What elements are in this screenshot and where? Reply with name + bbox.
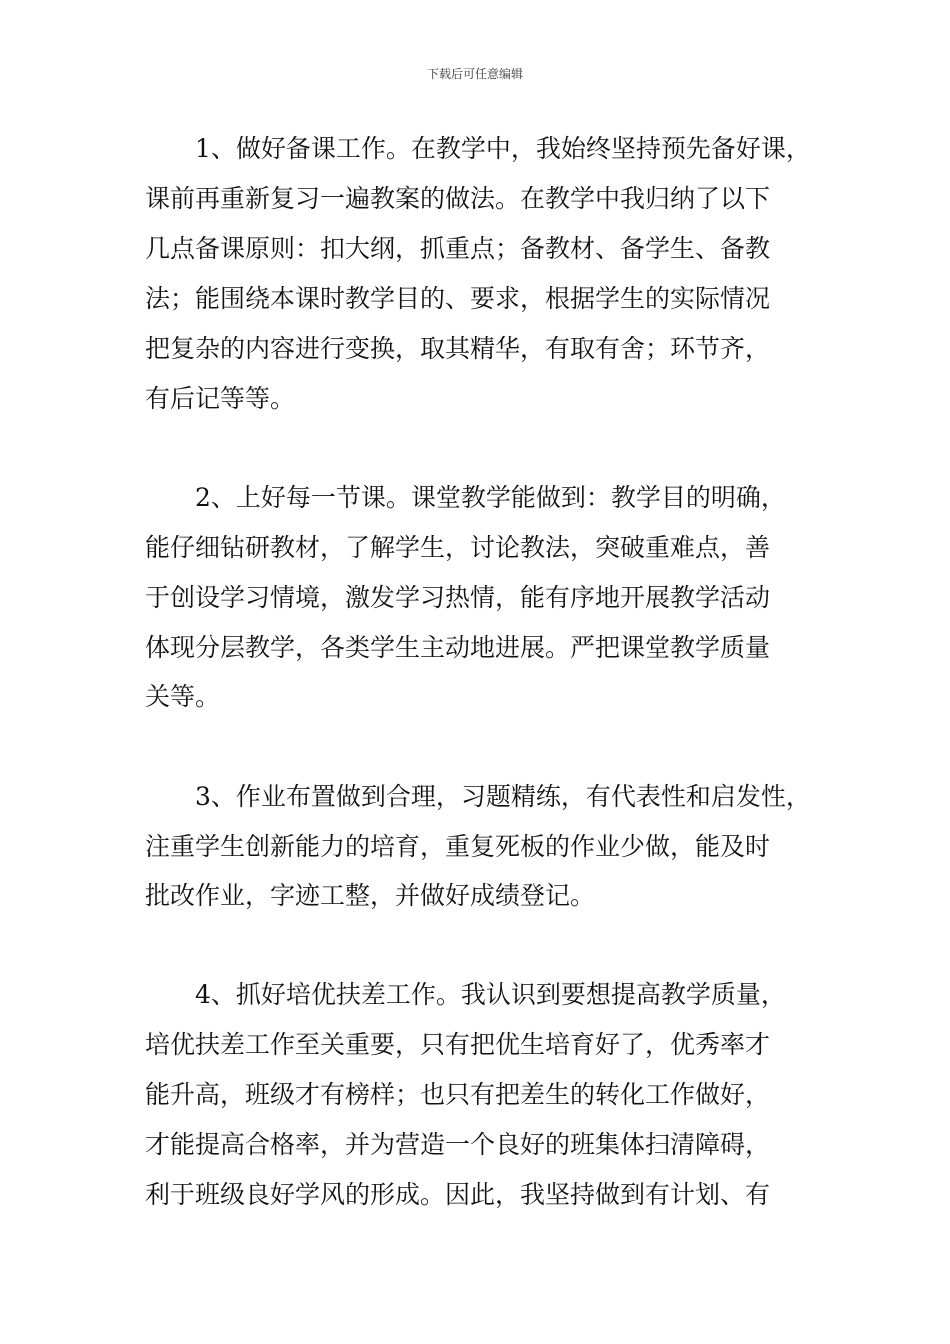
text-line: 几点备课原则：扣大纲，抓重点；备教材、备学生、备教 [145, 234, 771, 263]
text-line: 关等。 [145, 682, 221, 711]
text-line: 于创设学习情境，激发学习热情，能有序地开展教学活动 [145, 583, 771, 612]
text-line: 4、抓好培优扶差工作。我认识到要想提高教学质量， [195, 980, 786, 1009]
text-line: 能升高，班级才有榜样；也只有把差生的转化工作做好， [145, 1080, 771, 1109]
text-line: 2、上好每一节课。课堂教学能做到：教学目的明确， [195, 483, 786, 512]
text-line: 课前再重新复习一遍教案的做法。在教学中我归纳了以下 [145, 184, 771, 213]
text-line: 注重学生创新能力的培育，重复死板的作业少做，能及时 [145, 832, 771, 861]
text-line: 体现分层教学，各类学生主动地进展。严把课堂教学质量 [145, 633, 771, 662]
text-line: 有后记等等。 [145, 384, 296, 413]
text-line: 才能提高合格率，并为营造一个良好的班集体扫清障碍， [145, 1130, 771, 1159]
text-line: 利于班级良好学风的形成。因此，我坚持做到有计划、有 [145, 1180, 771, 1209]
text-line: 法；能围绕本课时教学目的、要求，根据学生的实际情况 [145, 284, 771, 313]
text-line: 培优扶差工作至关重要，只有把优生培育好了，优秀率才 [145, 1030, 771, 1059]
text-line: 3、作业布置做到合理，习题精练，有代表性和启发性， [195, 782, 811, 811]
text-line: 能仔细钻研教材，了解学生，讨论教法，突破重难点，善 [145, 533, 771, 562]
text-line: 批改作业，字迹工整，并做好成绩登记。 [145, 881, 596, 910]
text-line: 把复杂的内容进行变换，取其精华，有取有舍；环节齐， [145, 334, 771, 363]
text-line: 1、做好备课工作。在教学中，我始终坚持预先备好课， [195, 134, 811, 163]
page-header: 下载后可任意编辑 [426, 67, 523, 81]
